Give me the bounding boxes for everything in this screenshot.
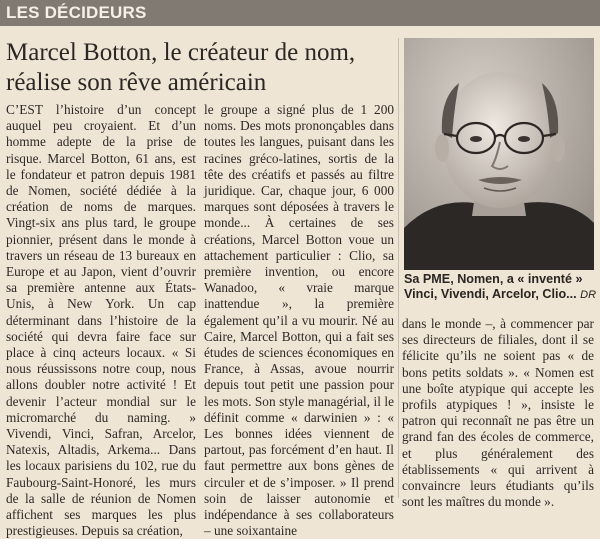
article-column-2 [204, 102, 394, 539]
portrait-illustration [404, 38, 594, 270]
column-2-text: le groupe a signé plus de 1 200 noms. Des mots prononçables dans toutes les langues, puisant dans les racines gréco-latines, sortis de la tête des créatifs et passés au filtre juridique. Car, chaque jour, 6 000 marques sont déposées à travers le monde... À certaines de ses créations, Marcel Botton voue un attachement particulier : Clio, sa première invention, ou encore Wanadoo, « vraie marque inattendue », la première également qu’il a vu mourir. Né au Caire, Marcel Botton, qui a fait ses études de sciences économiques en France, à Assas, avoue nourrir depuis tout petit une passion pour les mots. Son style managérial, il le définit comme « darwinien » : « Les bonnes idées viennent de partout, pas forcément d’en haut. Il faut permettre aux bons gènes de circuler et de s’imposer. » Il prend soin de laisser autonomie et indépendance à ses collaborateurs – une soixantaine [204, 102, 394, 539]
portrait-photo [404, 38, 594, 270]
section-header [0, 0, 600, 26]
column-divider [398, 38, 399, 498]
photo-caption [404, 272, 600, 303]
article-headline: Marcel Botton, le créateur de nom, réalise son rêve américain [6, 39, 356, 96]
photo-credit: DR [580, 289, 597, 301]
article-column-3 [402, 316, 594, 510]
column-3-text: dans le monde –, à commencer par ses directeurs de filiales, dont il se félicite qu’ils ne soient pas « de bons petits soldats ». « Nomen est une boîte atypique qui accepte les profils atypiques ! », insiste le patron qui reconnaît ne pas être un grand fan des écoles de commerce, et plus généralement des établissements « qui arrivent à convaincre leurs étudiants qu’ils sont les maîtres du monde ». [402, 316, 594, 510]
caption-text: Sa PME, Nomen, a « inventé » Vinci, Vivendi, Arcelor, Clio... [404, 272, 583, 301]
section-label: LES DÉCIDEURS [6, 3, 147, 22]
article-column-1 [6, 102, 196, 539]
column-1-text: C’EST l’histoire d’un concept auquel peu croyaient. Et d’un homme adepte de la prise de risque. Marcel Botton, 61 ans, est le fondateur et patron depuis 1981 de Nomen, société dédiée à la création de noms de marques. Vingt-six ans plus tard, le groupe pionnier, présent dans le monde à travers un réseau de 13 bureaux en Europe et au Japon, vient d’ouvrir sa première antenne aux États-Unis, à New York. Un cap déterminant dans l’histoire de la société qui devra faire face sur place à cinq acteurs locaux. « Si nous réussissons notre coup, nous allons doubler notre activité ! Et devenir l’acteur mondial sur le micromarché du naming. » Vivendi, Vinci, Safran, Arcelor, Natexis, Altadis, Arkema... Dans les locaux parisiens du 102, rue du Faubourg-Saint-Honoré, les murs de la salle de réunion de Nomen affichent ses marques les plus prestigieuses. Depuis sa création, [6, 102, 196, 539]
